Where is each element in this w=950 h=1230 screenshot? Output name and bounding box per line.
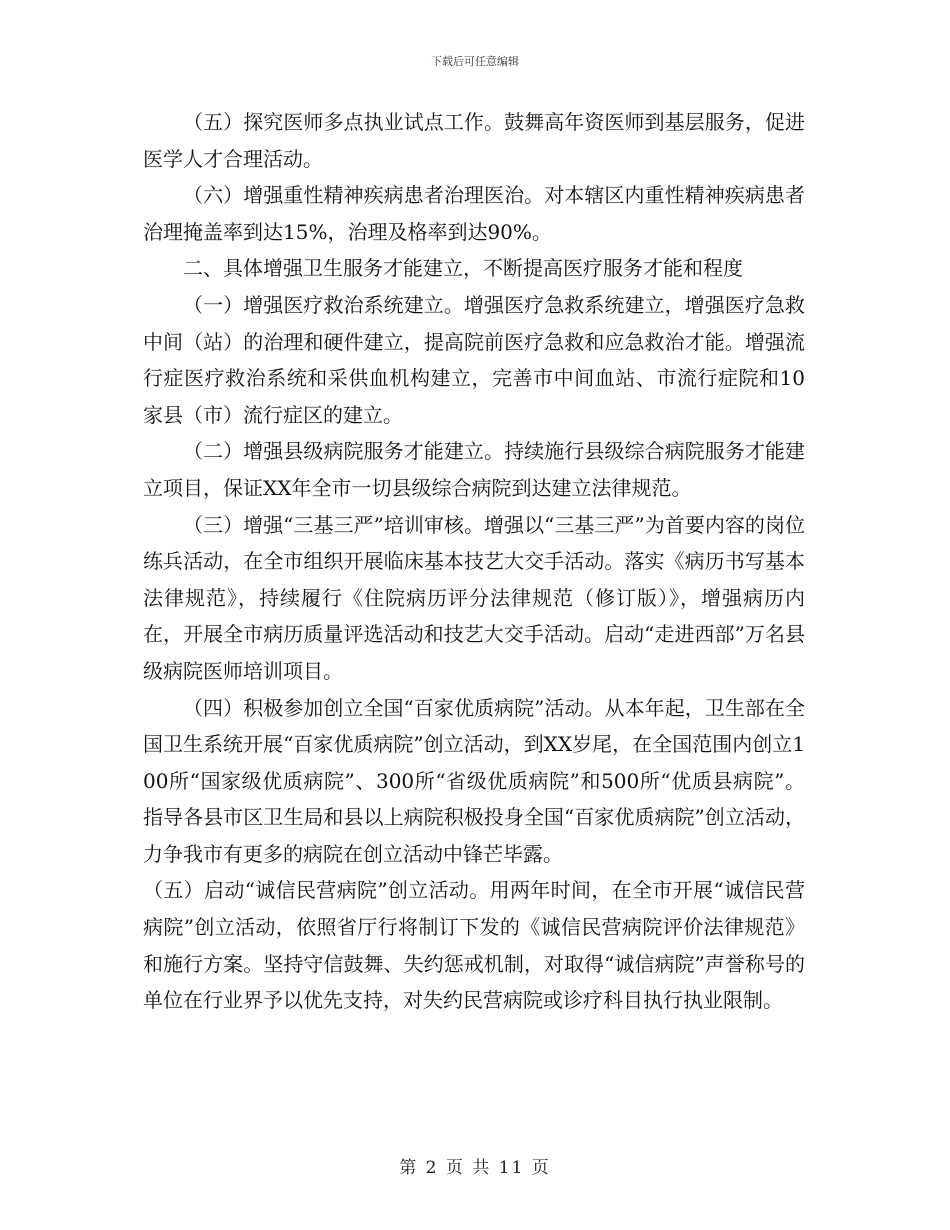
paragraph-5: （三）增强“三基三严”培训审核。增强以“三基三严”为首要内容的岗位练兵活动，在全市组织开展临床基本技艺大交手活动。落实《病历书写基本法律规范》，持续履行《住院病历评分法律规范（修订版）》，增强病历内在，开展全市病历质量评选活动和技艺大交手活动。启动“走进西部”万名县级病院医师培训项目。 [143,512,805,683]
document-body [143,104,805,1019]
paragraph-2: （六）增强重性精神疾病患者治理医治。对本辖区内重性精神疾病患者治理掩盖率到达15%，治理及格率到达90%。 [143,183,805,244]
paragraph-4: （二）增强县级病院服务才能建立。持续施行县级综合病院服务才能建立项目，保证XX年全市一切县级综合病院到达建立法律规范。 [143,439,805,500]
paragraph-1: （五）探究医师多点执业试点工作。鼓舞高年资医师到基层服务，促进医学人才合理活动。 [143,110,805,171]
page-number: 第 2 页 共 11 页 [399,1158,551,1178]
paragraph-7: （五）启动“诚信民营病院”创立活动。用两年时间，在全市开展“诚信民营病院”创立活动，依照省厅行将制订下发的《诚信民营病院评价法律规范》和施行方案。坚持守信鼓舞、失约惩戒机制，对取得“诚信病院”声誉称号的单位在行业界予以优先支持，对失约民营病院或诊疗科目执行执业限制。 [143,878,805,1013]
section-heading-2: 二、具体增强卫生服务才能建立，不断提高医疗服务才能和程度 [183,256,743,281]
paragraph-6: （四）积极参加创立全国“百家优质病院”活动。从本年起，卫生部在全国卫生系统开展“百家优质病院”创立活动，到XX岁尾，在全国范围内创立100所“国家级优质病院”、300所“省级优质病院”和500所“优质县病院”。指导各县市区卫生局和县以上病院积极投身全国“百家优质病院”创立活动，力争我市有更多的病院在创立活动中锋芒毕露。 [143,695,805,866]
paragraph-3: （一）增强医疗救治系统建立。增强医疗急救系统建立，增强医疗急救中间（站）的治理和硬件建立，提高院前医疗急救和应急救治才能。增强流行症医疗救治系统和采供血机构建立，完善市中间血站、市流行症院和10家县（市）流行症区的建立。 [143,292,805,427]
page-header-note: 下载后可任意编辑 [431,55,519,68]
